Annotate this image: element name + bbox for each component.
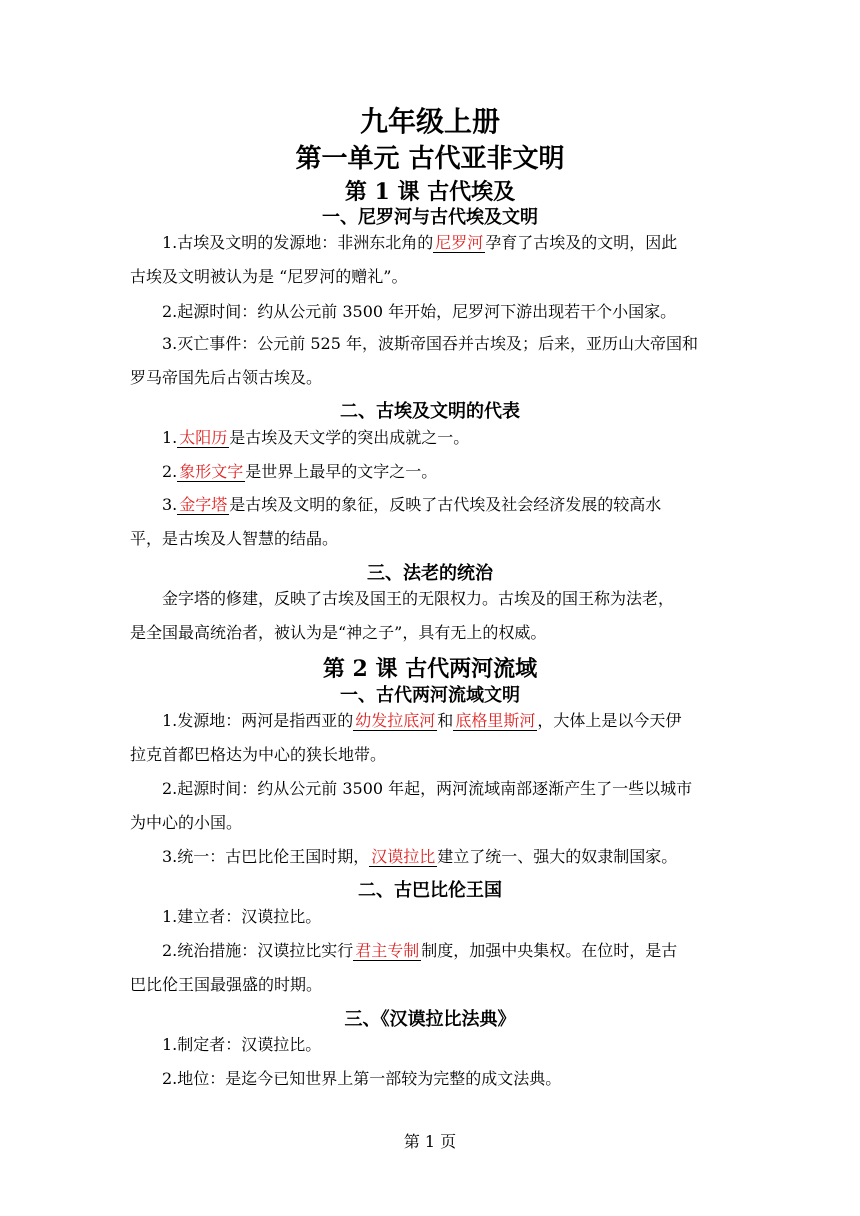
lesson-2-section-3-title: 三、《汉谟拉比法典》 [344,1009,516,1030]
lesson-1-s3-p1-line2: 是全国最高统治者，被认为是“神之子”，具有无上的权威。 [130,623,547,642]
fill-blank: 金字塔 [179,495,228,514]
lesson-2-s2-p2-line2: 巴比伦王国最强盛的时期。 [130,975,323,994]
lesson-1-s2-p1: 1. 太阳历 是古埃及天文学的突出成就之一。 [162,428,470,447]
lesson-1-s1-p2: 2.起源时间：约从公元前 3500 年开始，尼罗河下游出现若干个小国家。 [162,302,677,321]
fill-blank: 底格里斯河 [455,711,536,730]
lesson-2-s2-p2: 2.统治措施：汉谟拉比实行 君主专制 制度，加强中央集权。在位时，是古 [162,941,678,960]
lesson-1-s1-p1-line2: 古埃及文明被认为是 “尼罗河的赠礼”。 [130,267,408,286]
lesson-2-s1-p1-line2: 拉克首都巴格达为中心的狭长地带。 [130,745,387,764]
lesson-2-s1-p1: 1.发源地：两河是指西亚的 幼发拉底河 和 底格里斯河 ，大体上是以今天伊 [162,711,682,730]
lesson-2-title: 第 2 课 古代两河流域 [322,656,538,682]
lesson-2-section-1-title: 一、古代两河流域文明 [340,685,520,706]
lesson-1-section-3-title: 三、法老的统治 [367,563,493,584]
fill-blank: 太阳历 [179,428,228,447]
page-number: 第 1 页 [403,1132,457,1151]
lesson-1-section-1-title: 一、尼罗河与古代埃及文明 [322,207,538,228]
fill-blank: 象形文字 [179,462,244,481]
lesson-1-s3-p1: 金字塔的修建，反映了古埃及国王的无限权力。古埃及的国王称为法老， [162,589,675,608]
fill-blank: 幼发拉底河 [355,711,436,730]
lesson-1-title: 第 1 课 古代埃及 [344,179,516,205]
lesson-2-s2-p1: 1.建立者：汉谟拉比。 [162,907,322,926]
lesson-2-s1-p2-line2: 为中心的小国。 [130,813,243,832]
grade-title: 九年级上册 [359,105,500,138]
lesson-2-s1-p3: 3.统一：古巴比伦王国时期， 汉谟拉比 建立了统一、强大的奴隶制国家。 [162,847,678,866]
lesson-2-section-2-title: 二、古巴比伦王国 [358,880,502,901]
fill-blank: 尼罗河 [435,233,484,252]
lesson-2-s1-p2: 2.起源时间：约从公元前 3500 年起，两河流域南部逐渐产生了一些以城市 [162,779,693,798]
lesson-2-s3-p2: 2.地位：是迄今已知世界上第一部较为完整的成文法典。 [162,1069,562,1088]
lesson-2-s3-p1: 1.制定者：汉谟拉比。 [162,1035,322,1054]
lesson-1-s2-p3-line2: 平，是古埃及人智慧的结晶。 [130,529,339,548]
fill-blank: 君主专制 [355,941,420,960]
lesson-1-section-2-title: 二、古埃及文明的代表 [340,401,520,422]
lesson-1-s2-p3: 3. 金字塔 是古埃及文明的象征，反映了古代埃及社会经济发展的较高水 [162,495,662,514]
lesson-1-s2-p2: 2. 象形文字 是世界上最早的文字之一。 [162,462,438,481]
lesson-1-s1-p3: 3.灭亡事件：公元前 525 年，波斯帝国吞并古埃及；后来，亚历山大帝国和 [162,334,698,353]
lesson-1-s1-p1: 1.古埃及文明的发源地：非洲东北角的 尼罗河 孕育了古埃及的文明，因此 [162,233,678,252]
fill-blank: 汉谟拉比 [371,847,436,866]
lesson-1-s1-p3-line2: 罗马帝国先后占领古埃及。 [130,368,323,387]
unit-title: 第一单元 古代亚非文明 [295,144,565,174]
